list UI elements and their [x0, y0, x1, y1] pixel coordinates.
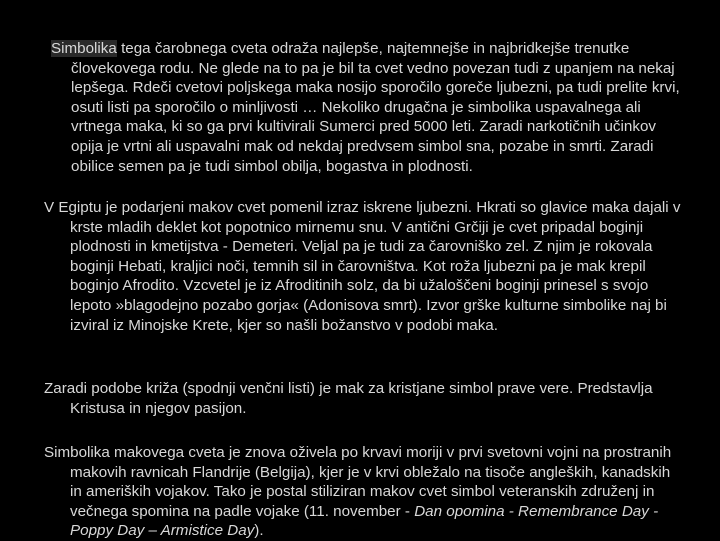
- paragraph-text: tega čarobnega cveta odraža najlepše, najtemnejše in najbridkejše trenutke človekovega rodu. Ne glede na to pa je bil ta cvet vedno povezan tudi z upanjem na nekaj lepšega. Rdeči cvetovi poljskega maka nosijo sporočilo goreče ljubezni, pa tudi prelite krvi, osuti listi pa sporočilo o minljivosti … Nekoliko drugačna je simbolika uspavalnega ali vrtnega maka, ki so ga prvi kultivirali Sumerci pred 5000 leti. Zaradi narkotičnih učinkov opija je vrtni ali uspavalni mak od nekdaj predvsem simbol sna, pozabe in smrti. Zaradi obilice semen pa je tudi simbol obilja, bogastva in plodnosti.: [71, 40, 680, 175]
- paragraph-text: V Egiptu je podarjeni makov cvet pomenil izraz iskrene ljubezni. Hkrati so glavice maka dajali v krste mladih deklet kot popotnico mirnemu snu. V antični Grčiji je cvet pripadal boginji plodnosti in kmetijstva - Demeteri. Veljal pa je tudi za čarovniško zel. Z njim je rokovala boginji Hebati, kraljici noči, temnih sil in čarovništva. Kot roža ljubezni pa je mak krepil boginjo Afrodito. Vzcvetel je iz Afroditinih solz, da bi užaloščeni boginji prinesel s svojo lepoto »blagodejno pozabo gorja« (Adonisova smrt). Izvor grške kulturne simbolike naj bi izviral iz Minojske Krete, kjer so našli božanstvo v podobi maka.: [44, 199, 681, 334]
- paragraph-egypt-greece: [44, 198, 684, 335]
- paragraph-tail: ).: [254, 522, 264, 540]
- italic-text: Dan opomina - Remembrance Day - Poppy Day – Armistice Day: [70, 502, 659, 540]
- paragraph-christianity: [44, 379, 684, 418]
- paragraph-text: Simbolika makovega cveta je znova oživela po krvavi moriji v prvi svetovni vojni na prostranih makovih ravnicah Flandrije (Belgija), kjer je v krvi obležalo na tisoče angleških, kanadskih in ameriških vojakov. Tako je postal stiliziran makov cvet simbol veteranskih združenj in večnega spomina na padle vojake (11. november -: [44, 444, 672, 520]
- paragraph-world-war: [44, 443, 684, 541]
- highlighted-word: Simbolika: [51, 40, 117, 57]
- paragraph-text: Zaradi podobe križa (spodnji venčni listi) je mak za kristjane simbol prave vere. Predstavlja Kristusa in njegov pasijon.: [44, 380, 653, 417]
- paragraph-symbolism: [44, 39, 684, 176]
